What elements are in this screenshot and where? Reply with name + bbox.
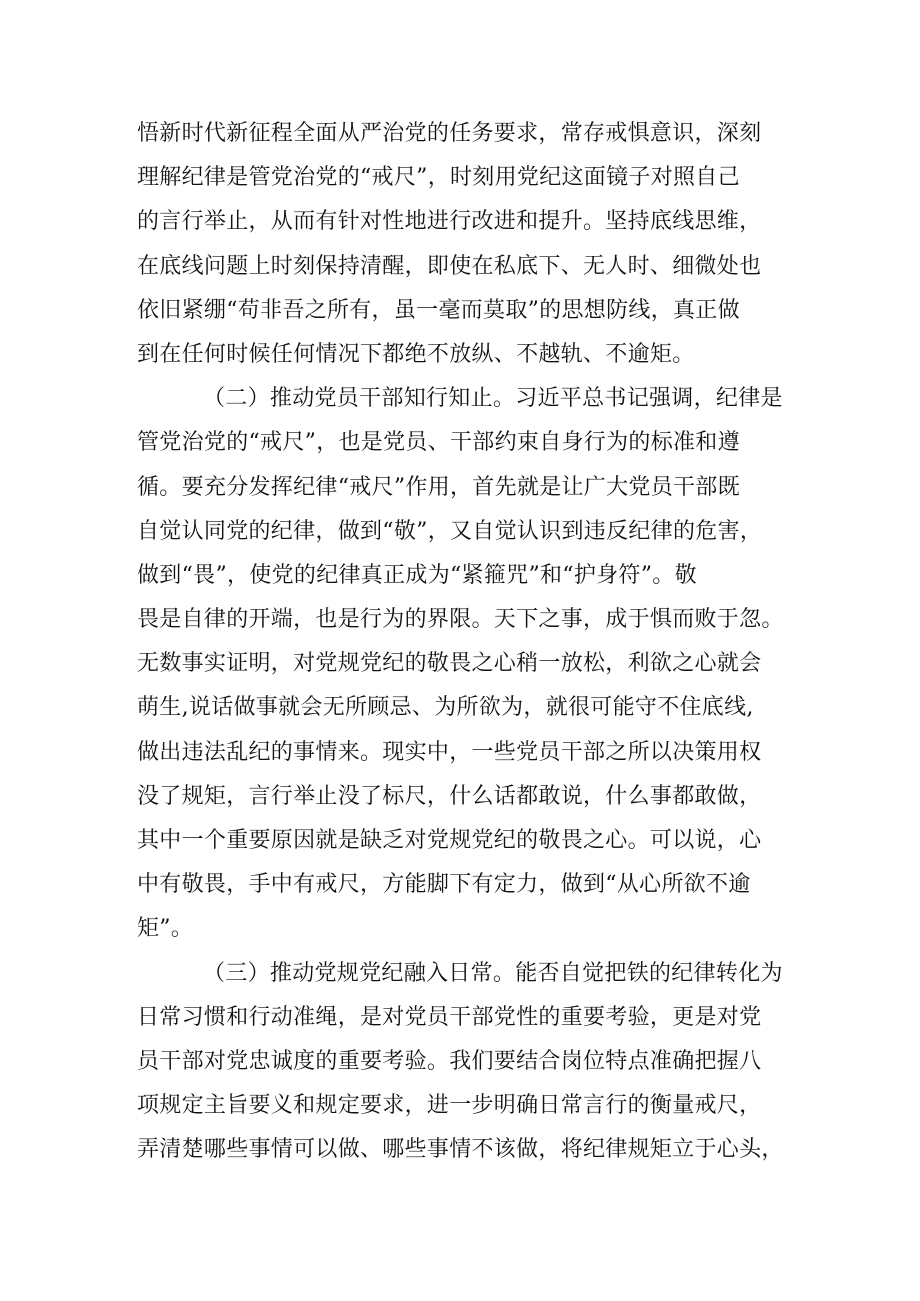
text-line: 矩”。: [137, 916, 194, 942]
text-line: 到在任何时候任何情况下都绝不放纵、不越轨、不逾矩。: [137, 341, 695, 367]
paragraph-1: [137, 112, 797, 377]
text-line: 的言行举止，从而有针对性地进行改进和提升。坚持底线思维，: [137, 209, 762, 235]
document-body: [137, 112, 797, 1173]
text-line: 悟新时代新征程全面从严治党的任务要求，常存戒惧意识，深刻: [137, 121, 762, 146]
text-line: 畏是自律的开端，也是行为的界限。天下之事，成于惧而败于忽。: [137, 607, 784, 633]
text-line: 无数事实证明，对党规党纪的敬畏之心稍一放松，利欲之心就会: [137, 651, 762, 677]
text-line: 管党治党的“戒尺”，也是党员、干部约束自身行为的标准和遵: [137, 430, 740, 456]
paragraph-3: [137, 952, 797, 1173]
text-line: 做到“畏”，使党的纪律真正成为“紧箍咒”和“护身符”。敬: [137, 562, 697, 588]
text-line: 没了规矩，言行举止没了标尺，什么话都敢说，什么事都敢做，: [137, 783, 762, 809]
text-line: 自觉认同党的纪律，做到“敬”，又自觉认识到违反纪律的危害，: [137, 518, 763, 544]
text-line: 中有敬畏，手中有戒尺，方能脚下有定力，做到“从心所欲不逾: [137, 872, 751, 898]
text-line: 日常习惯和行动准绳，是对党员干部党性的重要考验，更是对党: [137, 1004, 762, 1030]
text-line: 在底线问题上时刻保持清醒，即使在私底下、无人时、细微处也: [137, 253, 762, 279]
text-line: 做出违法乱纪的事情来。现实中，一些党员干部之所以决策用权: [137, 739, 762, 765]
text-line: 依旧紧绷“苟非吾之所有，虽一毫而莫取”的思想防线，真正做: [137, 297, 740, 323]
paragraph-2: [137, 377, 797, 951]
text-line: 其中一个重要原因就是缺乏对党规党纪的敬畏之心。可以说，心: [137, 828, 762, 853]
text-line: 理解纪律是管党治党的“戒尺”，时刻用党纪这面镜子对照自己: [137, 165, 740, 191]
text-line: 循。要充分发挥纪律“戒尺”作用，首先就是让广大党员干部既: [137, 474, 740, 500]
text-line: 员干部对党忠诚度的重要考验。我们要结合岗位特点准确把握八: [137, 1048, 762, 1074]
text-line: （三）推动党规党纪融入日常。能否自觉把铁的纪律转化为: [203, 960, 783, 986]
text-line: 弄清楚哪些事情可以做、哪些事情不该做，将纪律规矩立于心头，: [137, 1137, 784, 1163]
text-line: 萌生,说话做事就会无所顾忌、为所欲为，就很可能守不住底线,: [137, 695, 754, 721]
text-line: 项规定主旨要义和规定要求，进一步明确日常言行的衡量戒尺，: [137, 1093, 762, 1119]
text-line: （二）推动党员干部知行知止。习近平总书记强调，纪律是: [203, 386, 783, 412]
